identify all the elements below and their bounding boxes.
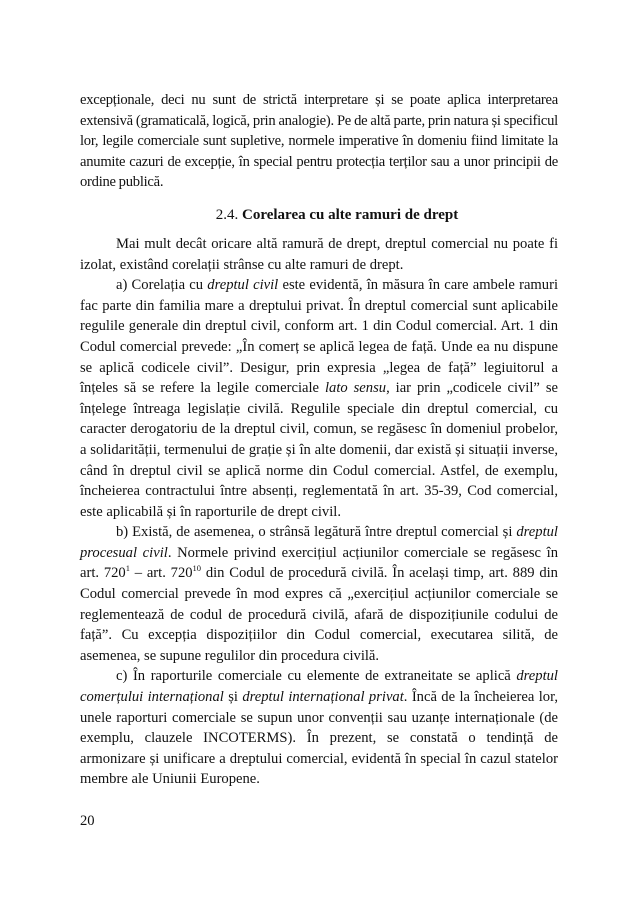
italic-term: lato sensu (324, 380, 387, 397)
text-run: și (223, 689, 243, 706)
italic-term: dreptul civil (207, 277, 279, 294)
paragraph-civil-law (80, 275, 558, 522)
text-run: este evidentă, în măsura în care ambele ramuri fac parte din familia mare a dreptului privat. În dreptul comercial sunt aplicabile regulile generale din dreptul civil, conform art. 1 din Codul comercial. Art. 1 din Codul comercial prevede: „În comerț se aplică legea de față. Unde ea nu dispune se aplică codicele civil”. Desigur, prin expresia „legea de față” legiuitorul a înțeles să se refere la legile comerciale (80, 277, 558, 397)
text-run: – art. 720 (129, 565, 193, 582)
text-run: a) Corelația cu (116, 277, 208, 294)
page-number: 20 (80, 813, 95, 829)
italic-term: dreptul internațional privat (242, 689, 404, 706)
section-heading (80, 205, 558, 225)
text-run: din Codul de procedură civilă. În același timp, art. 889 din Codul comercial prevede în mod expres că „exercițiul acțiunilor comerciale se reglementează de codul de procedură civilă, afară de dispozițiunile codului de față”. Cu excepția dispozițiilor din Codul comercial, executarea silită, de asemenea, se supune regulilor din procedura civilă. (80, 565, 558, 664)
paragraph-intro: Mai mult decât oricare altă ramură de drept, dreptul comercial nu poate fi izolat, existând corelații strânse cu alte ramuri de drept. (80, 235, 558, 273)
text-run: , iar prin „codicele civil” se înțelege întreaga legislație civilă. Regulile speciale din dreptul comercial, cu caracter derogatoriu de la dreptul civil, comun, se regăsesc în domeniul probelor, a solidarității, termenului de grație și în alte domenii, dar există și situații inverse, când în dreptul civil se aplică norme din Codul comercial. Astfel, de exemplu, încheierea contractului între absenți, reglementată în art. 35-39, Cod comercial, este aplicabilă și în raporturile de drept civil. (80, 380, 558, 520)
page-body (80, 90, 558, 790)
superscript: 10 (192, 563, 202, 574)
section-number: 2.4. (215, 206, 239, 223)
paragraph-civil-procedure (80, 522, 558, 666)
paragraph-international-law (80, 666, 558, 790)
superscript: 1 (125, 563, 130, 574)
text-run: . Încă de la încheierea lor, unele raporturi comerciale se supun unor convenții sau uzanțe internaționale (de exemplu, clauzele INCOTERMS). În prezent, se constată o tendință de armonizare și unificare a dreptului comercial, evidentă în special în cazul statelor membre ale Uniunii Europene. (80, 689, 558, 788)
italic-term: dreptul comerțului internațional (80, 668, 558, 706)
text-run: b) Există, de asemenea, o strânsă legătură între dreptul comercial și (116, 524, 517, 541)
paragraph-continuation: excepționale, deci nu sunt de strictă interpretare și se poate aplica interpretarea extensivă (gramaticală, logică, prin analogie). Pe de altă parte, prin natura și specificul lor, legile comerciale sunt supletive, normele imperative în domeniu fiind limitate la anumite cazuri de excepție, în special pentru protecția terților sau a unor principii de ordine publică. (80, 92, 558, 191)
text-run: . Normele privind exercițiul acțiunilor comerciale se regăsesc în art. 720 (80, 544, 559, 582)
italic-term: dreptul procesual civil (80, 524, 558, 561)
section-title: Corelarea cu alte ramuri de drept (242, 206, 459, 223)
text-run: c) În raporturile comerciale cu elemente de extraneitate se aplică (116, 668, 517, 685)
